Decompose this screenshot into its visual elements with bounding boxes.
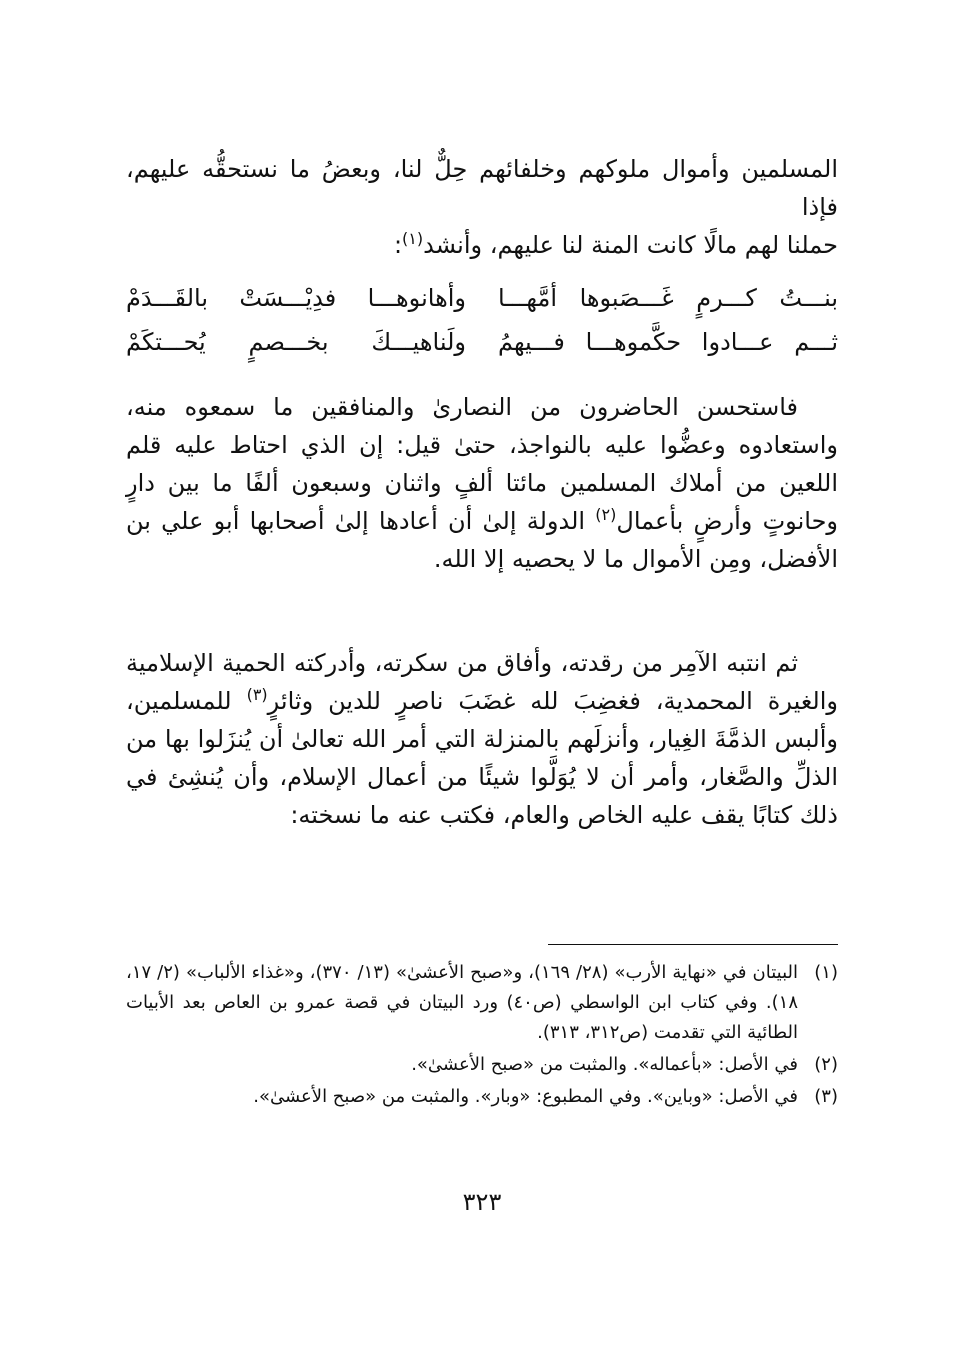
footnote-2 bbox=[126, 1050, 838, 1080]
verse-line-2-first-hemistich: ثـــم عـــادوا حكَّموهـــا فـــيهمُ bbox=[498, 328, 838, 356]
footnote-1-text: البيتان في «نهاية الأرب» (٢٨/ ١٦٩)، و«صبح الأعشىٰ» (١٣/ ٣٧٠)، و«غذاء الألباب» (٢/ ١٧، ١٨). وفي كتاب ابن الواسطي (ص٤٠) ورد البيتان في قصة عمرو بن العاص بعد الأبيات الطائية التي تقدمت (ص٣١٢، ٣١٣). bbox=[126, 962, 799, 1043]
page-number: ٣٢٣ bbox=[462, 1188, 502, 1216]
footnote-1-number: (١) bbox=[814, 962, 838, 983]
footnote-3-text: في الأصل: «وباين». وفي المطبوع: «وبار». والمثبت من «صبح الأعشىٰ». bbox=[253, 1086, 798, 1107]
verse-line-2 bbox=[126, 328, 838, 372]
footnote-ref-1: (١) bbox=[402, 229, 424, 248]
footnote-ref-3: (٣) bbox=[246, 685, 268, 704]
footnote-separator bbox=[548, 944, 838, 945]
paragraph-1-line-2-text: حملنا لهم مالًا كانت المنة لنا عليهم، وأنشد bbox=[423, 231, 838, 259]
verse-line-1-first-hemistich: بنـــتُ كـــرمٍ غَـــصَبوها أمَّهـــا bbox=[498, 284, 838, 312]
paragraph-1-line-2-colon: : bbox=[393, 231, 403, 259]
paragraph-1-line-1: المسلمين وأموال ملوكهم وخلفائهم حِلٌّ لنا، وبعضُ ما نستحقُّه عليهم، فإذا bbox=[126, 155, 838, 221]
poem-verse bbox=[126, 284, 838, 372]
paragraph-2-text-end: الدولة إلىٰ أن أعادها إلىٰ أصحابها أبو علي بن الأفضل، ومِن الأموال ما لا يحصيه إلا الله. bbox=[126, 507, 838, 573]
footnote-2-number: (٢) bbox=[814, 1054, 838, 1075]
verse-line-2-second-hemistich: ولَناهيـــكَ بخـــصمٍ يُحـــتكَمْ bbox=[126, 328, 466, 356]
paragraph-2 bbox=[126, 388, 838, 578]
footnotes bbox=[126, 958, 838, 1114]
footnote-1 bbox=[126, 958, 838, 1048]
footnote-3 bbox=[126, 1082, 838, 1112]
footnote-3-number: (٣) bbox=[814, 1086, 838, 1107]
paragraph-3-text-start: ثم انتبه الآمِر من رقدته، وأفاق من سكرته، وأدركته الحمية الإسلامية والغيرة المحمدية، فغضِبَ لله غضَبَ ناصرٍ للدين وثائرٍ bbox=[126, 649, 839, 715]
paragraph-3-text-end: للمسلمين، وألبس الذمَّةَ الغِيار، وأنزلَهم بالمنزلة التي أمر الله تعالىٰ أن يُنزَلوا بها من الذلِّ والصَّغار، وأمر أن لا يُوَلَّوا شيئًا من أعمال الإسلام، وأن يُنشِئ في ذلك كتابًا يقف عليه الخاص والعام، فكتب عنه ما نسخته: bbox=[126, 687, 838, 829]
verse-line-1-second-hemistich: وأهانوهـــا فدِيْـــسَتْ بالقَـــدَمْ bbox=[126, 284, 466, 312]
paragraph-1 bbox=[126, 150, 838, 264]
paragraph-1-line-2 bbox=[126, 226, 838, 264]
paragraph-2-text-start: فاستحسن الحاضرون من النصارىٰ والمنافقين ما سمعوه منه، واستعادوه وعضُّوا عليه بالنواجذ، حتىٰ قيل: إن الذي احتاط عليه قلم اللعين من أملاك المسلمين مائتا ألفٍ واثنان وسبعون ألفًا ما بين دارٍ وحانوتٍ وأرضٍ بأعمال bbox=[126, 393, 838, 535]
footnote-ref-2: (٢) bbox=[595, 505, 617, 524]
footnote-2-text: في الأصل: «بأعماله». والمثبت من «صبح الأعشىٰ». bbox=[411, 1054, 798, 1075]
paragraph-3 bbox=[126, 644, 838, 834]
verse-line-1 bbox=[126, 284, 838, 328]
